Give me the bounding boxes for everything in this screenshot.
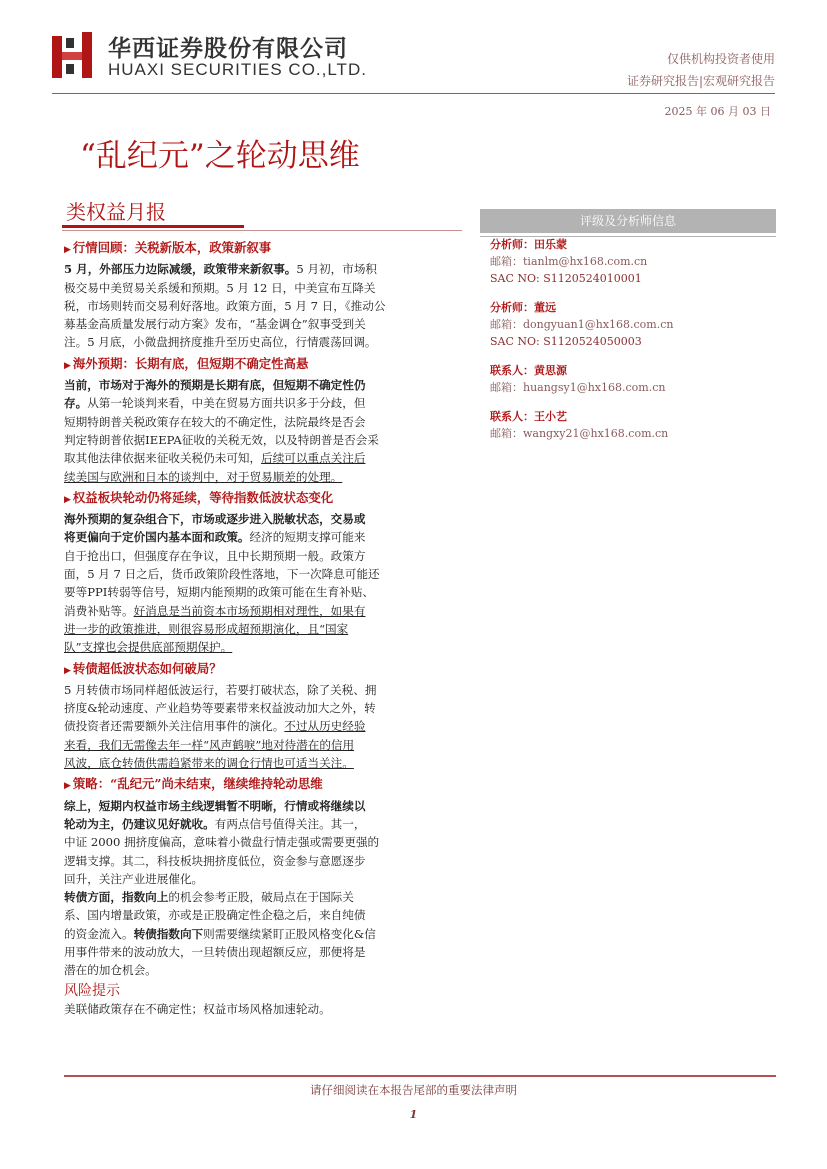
- section-paragraph: [64, 797, 462, 980]
- text-run: 好消息是当前资本市场预期相对理性，如果有: [133, 603, 366, 618]
- section-heading-text: 行情回顾：关税新版本，政策新叙事: [72, 240, 272, 255]
- text-run: 的机会参考正股，破局点在于国际关: [168, 890, 354, 905]
- analyst-name: 联系人：王小艺: [490, 410, 567, 423]
- text-line: [64, 547, 462, 565]
- sidebar-heading: 评级及分析师信息: [480, 209, 776, 233]
- text-line: [64, 260, 462, 278]
- text-line: [64, 431, 462, 449]
- section-heading: [64, 775, 462, 795]
- text-line: [64, 925, 462, 943]
- text-line: [64, 681, 462, 699]
- text-line: [64, 333, 462, 351]
- legal-notice: 请仔细阅读在本报告尾部的重要法律声明: [310, 1083, 517, 1097]
- page-number: 1: [409, 1108, 418, 1121]
- section-heading: [64, 660, 462, 680]
- text-line: [64, 315, 462, 333]
- triangle-bullet-icon: ▶: [64, 494, 71, 505]
- text-run: 系、国内增量政策，亦或是正股确定性企稳之后，来自纯债: [64, 908, 366, 923]
- text-run: 挤度&轮动速度、产业趋势等要素带来权益波动加大之外，转: [64, 701, 376, 716]
- analyst-card: [490, 236, 770, 287]
- text-run: 债投资者还需要额外关注信用事件的演化。: [64, 719, 285, 734]
- analyst-name: 分析师：田乐蒙: [490, 238, 567, 251]
- text-run: 后续可以重点关注后: [261, 451, 366, 466]
- analyst-card: [490, 408, 770, 442]
- text-run: 综上，短期内权益市场主线逻辑暂不明晰，行情或将继续以: [64, 798, 366, 813]
- analyst-email[interactable]: 邮箱：huangsy1@hx168.com.cn: [490, 381, 666, 394]
- text-run: 5 月转债市场同样超低波运行，若要打破状态，除了关税、拥: [64, 682, 377, 697]
- text-run: 的资金流入。: [64, 926, 134, 941]
- analyst-email[interactable]: 邮箱：dongyuan1@hx168.com.cn: [490, 318, 674, 331]
- analyst-email[interactable]: 邮箱：tianlm@hx168.com.cn: [490, 255, 648, 268]
- section-paragraph: [64, 260, 462, 351]
- text-run: 存。: [64, 396, 88, 411]
- text-run: 不过从历史经验: [284, 719, 366, 734]
- text-run: 潜在的加仓机会。: [64, 963, 157, 978]
- text-run: 回升，关注产业进展催化。: [64, 871, 204, 886]
- text-run: 消费补贴等。: [64, 603, 134, 618]
- section-heading-text: 海外预期：长期有底，但短期不确定性高悬: [72, 355, 309, 371]
- triangle-bullet-icon: ▶: [64, 360, 71, 371]
- section-paragraph: [64, 376, 462, 486]
- footer-divider: [64, 1075, 776, 1077]
- text-run: 转债指数向下: [133, 926, 204, 941]
- text-line: [64, 279, 462, 297]
- analyst-name: 分析师：董远: [490, 301, 556, 314]
- risk-heading: 风险提示: [64, 982, 120, 999]
- text-line: [64, 736, 462, 754]
- company-name-en: HUAXI SECURITIES CO.,LTD.: [108, 60, 367, 79]
- section-heading-text: 权益板块轮动仍将延续，等待指数低波状态变化: [72, 489, 334, 505]
- audience-note: 仅供机构投资者使用: [666, 52, 775, 66]
- text-run: 中证 2000 拥挤度偏高，意味着小微盘行情走强或需要更强的: [64, 835, 380, 850]
- section-heading: [64, 355, 462, 375]
- text-run: 进一步的政策推进，则很容易形成超预期演化，且“国家: [64, 621, 349, 636]
- text-line: [64, 754, 462, 772]
- report-type: 证券研究报告|宏观研究报告: [626, 74, 775, 88]
- text-run: 逻辑支撑。其二，科技板块拥挤度低位，资金参与意愿逐步: [64, 853, 366, 868]
- text-line: [64, 961, 462, 979]
- text-line: [64, 528, 462, 546]
- header-divider: [52, 93, 775, 94]
- analyst-sac-number: SAC NO: S1120524010001: [490, 272, 642, 285]
- text-line: [64, 797, 462, 815]
- text-run: 则需要继续紧盯正股风格变化&信: [203, 926, 376, 941]
- text-run: 有两点信号值得关注。其一，: [214, 816, 366, 831]
- text-line: [64, 815, 462, 833]
- text-line: [64, 394, 462, 412]
- text-run: 极交易中美贸易关系缓和预期。5 月 12 日，中美宣布互降关: [64, 280, 376, 295]
- analyst-card: [490, 299, 770, 350]
- text-line: [64, 583, 462, 601]
- text-run: 当前，市场对于海外的预期是长期有底，但短期不确定性仍: [64, 378, 366, 393]
- text-run: 募基金高质量发展行动方案》发布，“基金调仓”叙事受到关: [64, 317, 366, 332]
- text-line: [64, 602, 462, 620]
- report-date: 2025 年 06 月 03 日: [664, 105, 771, 118]
- section-heading: [64, 239, 462, 259]
- text-line: [64, 565, 462, 583]
- text-run: 短期特朗普关税政策存在较大的不确定性，法院最终是否会: [64, 414, 366, 429]
- text-run: 取其他法律依据来征收关税仍未可知，: [64, 451, 262, 466]
- text-run: 面，5 月 7 日之后，货币政策阶段性落地，下一次降息可能还: [64, 567, 380, 582]
- analyst-name: 联系人：黄思源: [490, 364, 567, 377]
- text-run: 队”支撑也会提供底部预期保护。: [64, 640, 233, 655]
- text-run: 海外预期的复杂组合下，市场或逐步进入脱敏状态，交易或: [64, 512, 366, 527]
- text-run: 5 月，外部压力边际减缓，政策带来新叙事。: [64, 262, 297, 277]
- text-run: 自于抢出口，但强度存在争议，且中长期预期一般。政策方: [64, 548, 366, 563]
- text-run: 税，市场则转而交易利好落地。政策方面，5 月 7 日，《推动公: [64, 298, 386, 313]
- text-line: [64, 943, 462, 961]
- text-run: 风波，底仓转债供需趋紧带来的调仓行情也可适当关注。: [64, 756, 354, 771]
- text-line: [64, 449, 462, 467]
- section-paragraph: [64, 681, 462, 772]
- series-divider: [62, 230, 462, 231]
- main-content: [64, 236, 462, 1018]
- text-line: [64, 376, 462, 394]
- text-run: 用事件带来的波动放大，一旦转债出现超额反应，那便将是: [64, 944, 366, 959]
- text-run: 要等PPI转弱等信号，短期内能预期的政策可能在生育补贴、: [64, 585, 375, 600]
- text-run: 将更偏向于定价国内基本面和政策。: [64, 530, 250, 545]
- text-run: 注。5 月底，小微盘拥挤度推升至历史高位，行情震荡回调。: [64, 335, 377, 350]
- text-line: [64, 699, 462, 717]
- text-run: 轮动为主，仍建议见好就收。: [64, 816, 215, 831]
- section-paragraph: [64, 510, 462, 656]
- text-line: [64, 468, 462, 486]
- company-name-cn: 华西证券股份有限公司: [108, 35, 348, 62]
- text-line: [64, 870, 462, 888]
- analyst-sac-number: SAC NO: S1120524050003: [490, 335, 642, 348]
- section-heading-text: 策略：“乱纪元”尚未结束，继续维持轮动思维: [72, 776, 323, 792]
- text-line: [64, 620, 462, 638]
- report-series: 类权益月报: [66, 200, 166, 224]
- text-run: 转债方面，指数向上: [64, 890, 169, 905]
- triangle-bullet-icon: ▶: [64, 781, 71, 792]
- risk-text: 美联储政策存在不确定性；权益市场风格加速轮动。: [64, 1001, 331, 1016]
- series-underline: [62, 225, 244, 228]
- huaxi-logo-icon: [52, 32, 96, 78]
- text-line: [64, 852, 462, 870]
- text-line: [64, 638, 462, 656]
- triangle-bullet-icon: ▶: [64, 665, 71, 676]
- text-run: 续美国与欧洲和日本的谈判中，对于贸易顺差的处理。: [64, 469, 343, 484]
- text-run: 从第一轮谈判来看，中美在贸易方面共识多于分歧，但: [87, 396, 366, 411]
- text-line: [64, 888, 462, 906]
- text-line: [64, 297, 462, 315]
- report-title: “乱纪元”之轮动思维: [80, 138, 360, 174]
- analyst-list: [490, 236, 770, 454]
- text-run: 5 月初，市场积: [296, 262, 378, 277]
- text-line: [64, 413, 462, 431]
- text-line: [64, 906, 462, 924]
- text-run: 来看，我们无需像去年一样“风声鹤唳”地对待潜在的信用: [64, 737, 355, 752]
- section-heading: [64, 489, 462, 509]
- text-line: [64, 833, 462, 851]
- text-run: 经济的短期支撑可能来: [249, 530, 366, 545]
- text-line: [64, 717, 462, 735]
- triangle-bullet-icon: ▶: [64, 245, 71, 255]
- text-line: [64, 510, 462, 528]
- analyst-email[interactable]: 邮箱：wangxy21@hx168.com.cn: [490, 427, 669, 440]
- analyst-card: [490, 362, 770, 396]
- text-run: 判定特朗普依据IEEPA征收的关税无效，以及特朗普是否会采: [64, 432, 379, 447]
- section-heading-text: 转债超低波状态如何破局？: [72, 660, 222, 676]
